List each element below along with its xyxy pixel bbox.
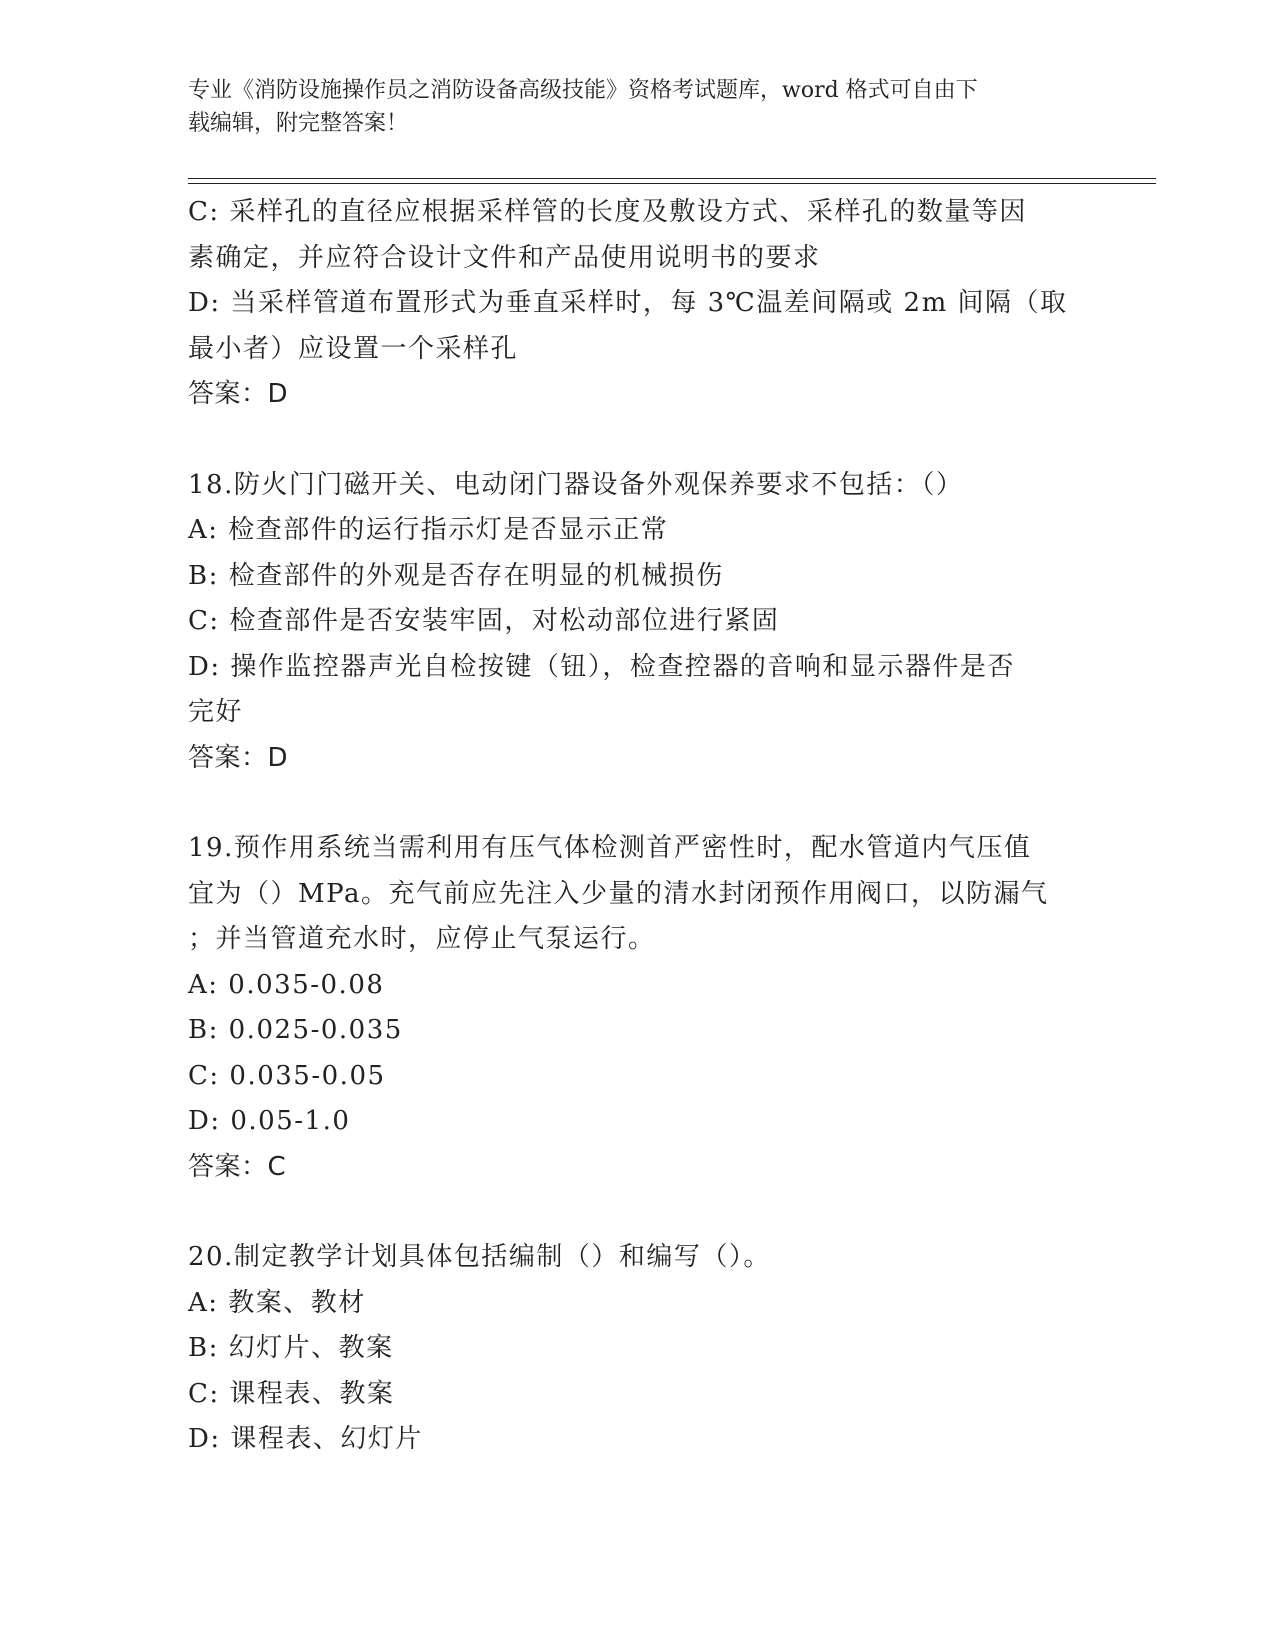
option-c: C: 0.035-0.05: [188, 1060, 386, 1091]
option-c: C: 课程表、教案: [188, 1378, 395, 1409]
spacer: [188, 418, 1088, 463]
option-c: C: 采样孔的直径应根据采样管的长度及敷设方式、采样孔的数量等因: [188, 197, 1027, 227]
question-19: [188, 826, 1088, 1190]
option-d: D: 课程表、幻灯片: [188, 1424, 423, 1454]
option-d: D: 当采样管道布置形式为垂直采样时，每 3℃温差间隔或 2m 间隔（取: [188, 288, 1068, 318]
header-line: 载编辑，附完整答案！: [188, 111, 409, 136]
question-stem-continued: 宜为（）MPa。充气前应先注入少量的清水封闭预作用阀口，以防漏气: [188, 878, 1049, 909]
header-rule: [188, 178, 1156, 179]
option-d-continued: 最小者）应设置一个采样孔: [188, 333, 519, 364]
spacer: [188, 1190, 1088, 1235]
question-17-tail: [188, 190, 1088, 418]
option-b: B: 0.025-0.035: [188, 1015, 403, 1045]
question-stem: 20.制定教学计划具体包括编制（）和编写（）。: [188, 1242, 771, 1272]
question-list: [188, 190, 1088, 1463]
option-c: C: 检查部件是否安装牢固，对松动部位进行紧固: [188, 606, 780, 636]
question-stem: 19.预作用系统当需利用有压气体检测首严密性时，配水管道内气压值: [188, 833, 1032, 863]
option-b: B: 检查部件的外观是否存在明显的机械损伤: [188, 560, 724, 591]
spacer: [188, 781, 1088, 826]
question-18: [188, 463, 1088, 782]
option-a: A: 检查部件的运行指示灯是否显示正常: [188, 515, 669, 545]
question-20: [188, 1235, 1088, 1463]
header-line: 专业《消防设施操作员之消防设备高级技能》资格考试题库，word 格式可自由下: [188, 78, 978, 103]
answer: 答案：D: [188, 379, 289, 409]
answer: 答案：C: [188, 1151, 287, 1182]
option-d: D: 操作监控器声光自检按键（钮），检查控器的音响和显示器件是否: [188, 651, 1015, 682]
header-rule: [188, 183, 1156, 184]
question-stem: 18.防火门门磁开关、电动闭门器设备外观保养要求不包括：（）: [188, 469, 964, 500]
option-b: B: 幻灯片、教案: [188, 1333, 394, 1363]
option-d-continued: 完好: [188, 697, 244, 727]
option-c-continued: 素确定，并应符合设计文件和产品使用说明书的要求: [188, 242, 821, 273]
answer: 答案：D: [188, 742, 289, 773]
option-a: A: 0.035-0.08: [188, 969, 385, 1000]
question-stem-continued: ；并当管道充水时，应停止气泵运行。: [188, 924, 656, 954]
option-d: D: 0.05-1.0: [188, 1106, 351, 1136]
document-header: [188, 74, 1068, 140]
option-a: A: 教案、教材: [188, 1287, 366, 1318]
